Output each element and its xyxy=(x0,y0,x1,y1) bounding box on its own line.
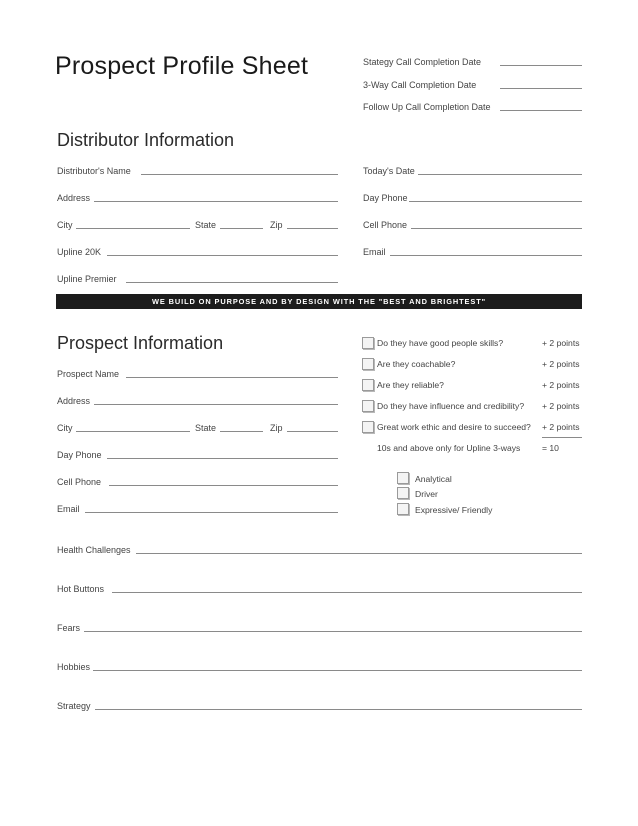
distributor-email-label: Email xyxy=(363,247,386,257)
hot-buttons-label: Hot Buttons xyxy=(57,584,105,594)
fears-field[interactable] xyxy=(84,631,582,632)
analytical-checkbox[interactable] xyxy=(397,472,409,484)
coachable-points: + 2 points xyxy=(542,359,580,369)
distributor-name-label: Distributor's Name xyxy=(57,166,131,176)
distributor-cell-phone-field[interactable] xyxy=(411,228,582,229)
follow-up-call-date-label: Follow Up Call Completion Date xyxy=(363,102,491,112)
prospect-cell-phone-field[interactable] xyxy=(109,485,338,486)
expressive-friendly-checkbox[interactable] xyxy=(397,503,409,515)
prospect-day-phone-label: Day Phone xyxy=(57,450,102,460)
driver-checkbox[interactable] xyxy=(397,487,409,499)
prospect-name-field[interactable] xyxy=(126,377,338,378)
prospect-cell-phone-label: Cell Phone xyxy=(57,477,102,487)
strategy-call-date-field[interactable] xyxy=(500,65,582,66)
health-challenges-label: Health Challenges xyxy=(57,545,131,555)
distributor-heading: Distributor Information xyxy=(57,130,235,150)
distributor-city-field[interactable] xyxy=(76,228,190,229)
distributor-state-field[interactable] xyxy=(220,228,263,229)
distributor-day-phone-field[interactable] xyxy=(409,201,582,202)
prospect-day-phone-field[interactable] xyxy=(107,458,338,459)
total-value: = 10 xyxy=(542,443,559,453)
three-way-call-date-label: 3-Way Call Completion Date xyxy=(363,80,477,90)
work-ethic-points: + 2 points xyxy=(542,422,580,432)
influence-points: + 2 points xyxy=(542,401,580,411)
people-skills-points: + 2 points xyxy=(542,338,580,348)
strategy-label: Strategy xyxy=(57,701,91,711)
hobbies-label: Hobbies xyxy=(57,662,91,672)
upline-premier-field[interactable] xyxy=(126,282,338,283)
distributor-day-phone-label: Day Phone xyxy=(363,193,408,203)
three-way-call-date-field[interactable] xyxy=(500,88,582,89)
follow-up-call-date-field[interactable] xyxy=(500,110,582,111)
hot-buttons-field[interactable] xyxy=(112,592,582,593)
work-ethic-question: Great work ethic and desire to succeed? xyxy=(377,422,531,432)
distributor-cell-phone-label: Cell Phone xyxy=(363,220,408,230)
distributor-email-field[interactable] xyxy=(390,255,582,256)
distributor-city-label: City xyxy=(57,220,73,230)
coachable-question: Are they coachable? xyxy=(377,359,456,369)
prospect-address-label: Address xyxy=(57,396,91,406)
upline-20k-field[interactable] xyxy=(107,255,338,256)
coachable-checkbox[interactable] xyxy=(362,358,374,370)
distributor-zip-label: Zip xyxy=(270,220,283,230)
prospect-name-label: Prospect Name xyxy=(57,369,120,379)
prospect-city-label: City xyxy=(57,423,73,433)
prospect-state-field[interactable] xyxy=(220,431,263,432)
driver-label: Driver xyxy=(415,489,438,499)
total-note: 10s and above only for Upline 3-ways xyxy=(377,443,521,453)
motto-banner: WE BUILD ON PURPOSE AND BY DESIGN WITH THE "BEST AND BRIGHTEST" xyxy=(56,294,582,309)
strategy-field[interactable] xyxy=(95,709,582,710)
todays-date-field[interactable] xyxy=(418,174,582,175)
prospect-email-label: Email xyxy=(57,504,80,514)
expressive-friendly-label: Expressive/ Friendly xyxy=(415,505,493,515)
hobbies-field[interactable] xyxy=(93,670,582,671)
strategy-call-date-label: Stategy Call Completion Date xyxy=(363,57,482,67)
influence-question: Do they have influence and credibility? xyxy=(377,401,525,411)
prospect-zip-field[interactable] xyxy=(287,431,338,432)
reliable-question: Are they reliable? xyxy=(377,380,444,390)
influence-checkbox[interactable] xyxy=(362,400,374,412)
upline-premier-label: Upline Premier xyxy=(57,274,117,284)
prospect-address-field[interactable] xyxy=(94,404,338,405)
upline-20k-label: Upline 20K xyxy=(57,247,102,257)
analytical-label: Analytical xyxy=(415,474,452,484)
reliable-checkbox[interactable] xyxy=(362,379,374,391)
todays-date-label: Today's Date xyxy=(363,166,415,176)
prospect-email-field[interactable] xyxy=(85,512,338,513)
people-skills-question: Do they have good people skills? xyxy=(377,338,504,348)
reliable-points: + 2 points xyxy=(542,380,580,390)
prospect-zip-label: Zip xyxy=(270,423,283,433)
prospect-heading: Prospect Information xyxy=(57,333,224,353)
health-challenges-field[interactable] xyxy=(136,553,582,554)
distributor-address-label: Address xyxy=(57,193,91,203)
page-title: Prospect Profile Sheet xyxy=(55,52,309,80)
work-ethic-checkbox[interactable] xyxy=(362,421,374,433)
prospect-state-label: State xyxy=(195,423,217,433)
distributor-name-field[interactable] xyxy=(141,174,338,175)
prospect-city-field[interactable] xyxy=(76,431,190,432)
fears-label: Fears xyxy=(57,623,81,633)
distributor-state-label: State xyxy=(195,220,217,230)
points-total-rule xyxy=(542,437,582,438)
distributor-address-field[interactable] xyxy=(94,201,338,202)
people-skills-checkbox[interactable] xyxy=(362,337,374,349)
distributor-zip-field[interactable] xyxy=(287,228,338,229)
